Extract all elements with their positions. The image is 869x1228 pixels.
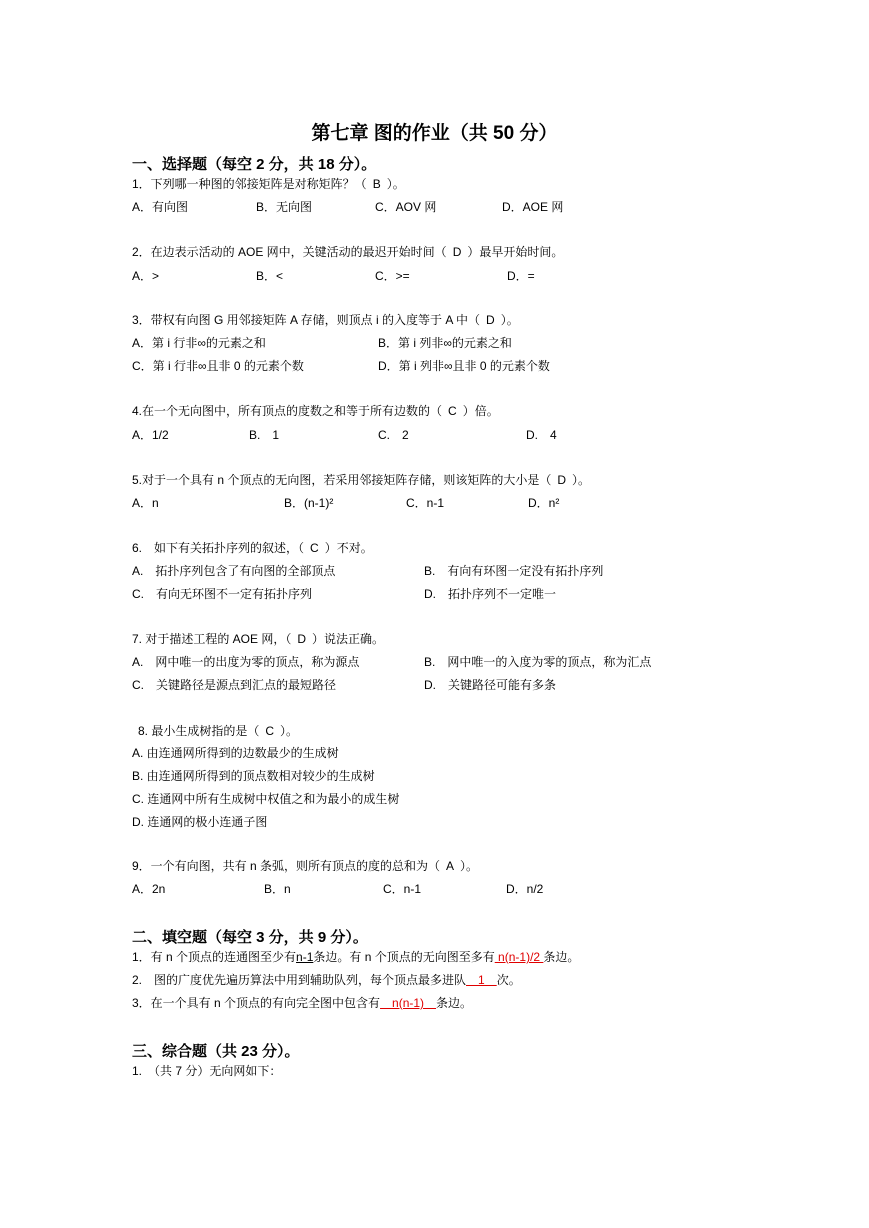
question-1: 1．下列哪一种图的邻接矩阵是对称矩阵？（ B ）。 [132,177,405,191]
comprehensive-question-1: 1. （共 7 分）无向网如下： [132,1064,282,1078]
option-9c: C．n-1 [383,882,422,896]
answer-2: D [452,245,462,259]
option-2c: C．>= [375,269,410,283]
fill-question-3: 3．在一个具有 n 个顶点的有向完全图中包含有 n(n-1) 条边。 [132,996,473,1010]
option-6c: C. 有向无环图不一定有拓扑序列 [132,587,313,601]
answer-3: D [486,313,495,327]
option-8c: C. 连通网中所有生成树中权值之和为最小的成生树 [132,792,400,806]
section-heading-fill: 二、填空题（每空 3 分，共 9 分）。 [132,929,368,946]
question-2: 2．在边表示活动的 AOE 网中，关键活动的最迟开始时间（ D ）最早开始时间。 [132,245,564,259]
question-4: 4.在一个无向图中，所有顶点的度数之和等于所有边数的（ C ）倍。 [132,404,499,418]
option-8d: D. 连通网的极小连通子图 [132,815,268,829]
answer-1: B [372,177,381,191]
option-6b: B. 有向有环图一定没有拓扑序列 [424,564,604,578]
fill-question-1: 1．有 n 个顶点的连通图至少有n-1条边。有 n 个顶点的无向图至多有 n(n-1)/2 条边。 [132,950,580,964]
question-7: 7. 对于描述工程的 AOE 网，（ D ）说法正确。 [132,632,385,646]
option-4c: C. 2 [378,428,409,442]
fill-answer-3: n(n-1) [380,996,437,1010]
option-3a: A．第 i 行非∞的元素之和 [132,336,266,350]
question-5: 5.对于一个具有 n 个顶点的无向图，若采用邻接矩阵存储，则该矩阵的大小是（ D ）。 [132,473,591,487]
option-1a: A．有向图 [132,200,189,214]
option-4d: D. 4 [526,428,557,442]
option-7c: C. 关键路径是源点到汇点的最短路径 [132,678,337,692]
option-8a: A. 由连通网所得到的边数最少的生成树 [132,746,339,760]
answer-8: C [265,724,275,738]
option-4b: B. 1 [249,428,280,442]
section-heading-choice: 一、选择题（每空 2 分，共 18 分）。 [132,156,377,173]
option-2a: A．> [132,269,160,283]
option-9b: B．n [264,882,291,896]
fill-question-2: 2. 图的广度优先遍历算法中用到辅助队列，每个顶点最多进队 1 次。 [132,973,521,987]
answer-9: A [446,859,455,873]
question-6: 6. 如下有关拓扑序列的叙述，（ C ）不对。 [132,541,373,555]
option-3b: B．第 i 列非∞的元素之和 [378,336,512,350]
option-5a: A．n [132,496,159,510]
option-2d: D．= [507,269,535,283]
answer-6: C [310,541,319,555]
document-title: 第七章 图的作业（共 50 分） [311,123,558,144]
fill-answer-1b: n(n-1)/2 [494,950,544,964]
option-1c: C．AOV 网 [375,200,437,214]
option-6a: A. 拓扑序列包含了有向图的全部顶点 [132,564,336,578]
option-2b: B．< [256,269,284,283]
question-8: 8. 最小生成树指的是（ C ）。 [138,724,299,738]
option-7d: D. 关键路径可能有多条 [424,678,557,692]
option-5b: B．(n-1)² [284,496,334,510]
question-9: 9．一个有向图，共有 n 条弧，则所有顶点的度的总和为（ A ）。 [132,859,479,873]
fill-answer-2: 1 [466,973,497,987]
section-heading-comprehensive: 三、综合题（共 23 分）。 [132,1043,300,1060]
option-5c: C．n-1 [406,496,445,510]
option-1b: B．无向图 [256,200,313,214]
option-3c: C．第 i 行非∞且非 0 的元素个数 [132,359,304,373]
option-4a: A．1/2 [132,428,169,442]
option-6d: D. 拓扑序列不一定唯一 [424,587,557,601]
option-8b: B. 由连通网所得到的顶点数相对较少的生成树 [132,769,375,783]
fill-answer-1a: n-1 [296,950,314,964]
option-7b: B. 网中唯一的入度为零的顶点，称为汇点 [424,655,652,669]
question-3: 3．带权有向图 G 用邻接矩阵 A 存储，则顶点 i 的入度等于 A 中（ D ）。 [132,313,519,327]
answer-5: D [557,473,567,487]
option-1d: D．AOE 网 [502,200,564,214]
option-9d: D．n/2 [506,882,544,896]
answer-7: D [297,632,307,646]
option-9a: A．2n [132,882,166,896]
option-7a: A. 网中唯一的出度为零的顶点，称为源点 [132,655,360,669]
option-3d: D．第 i 列非∞且非 0 的元素个数 [378,359,550,373]
option-5d: D．n² [528,496,560,510]
answer-4: C [448,404,457,418]
